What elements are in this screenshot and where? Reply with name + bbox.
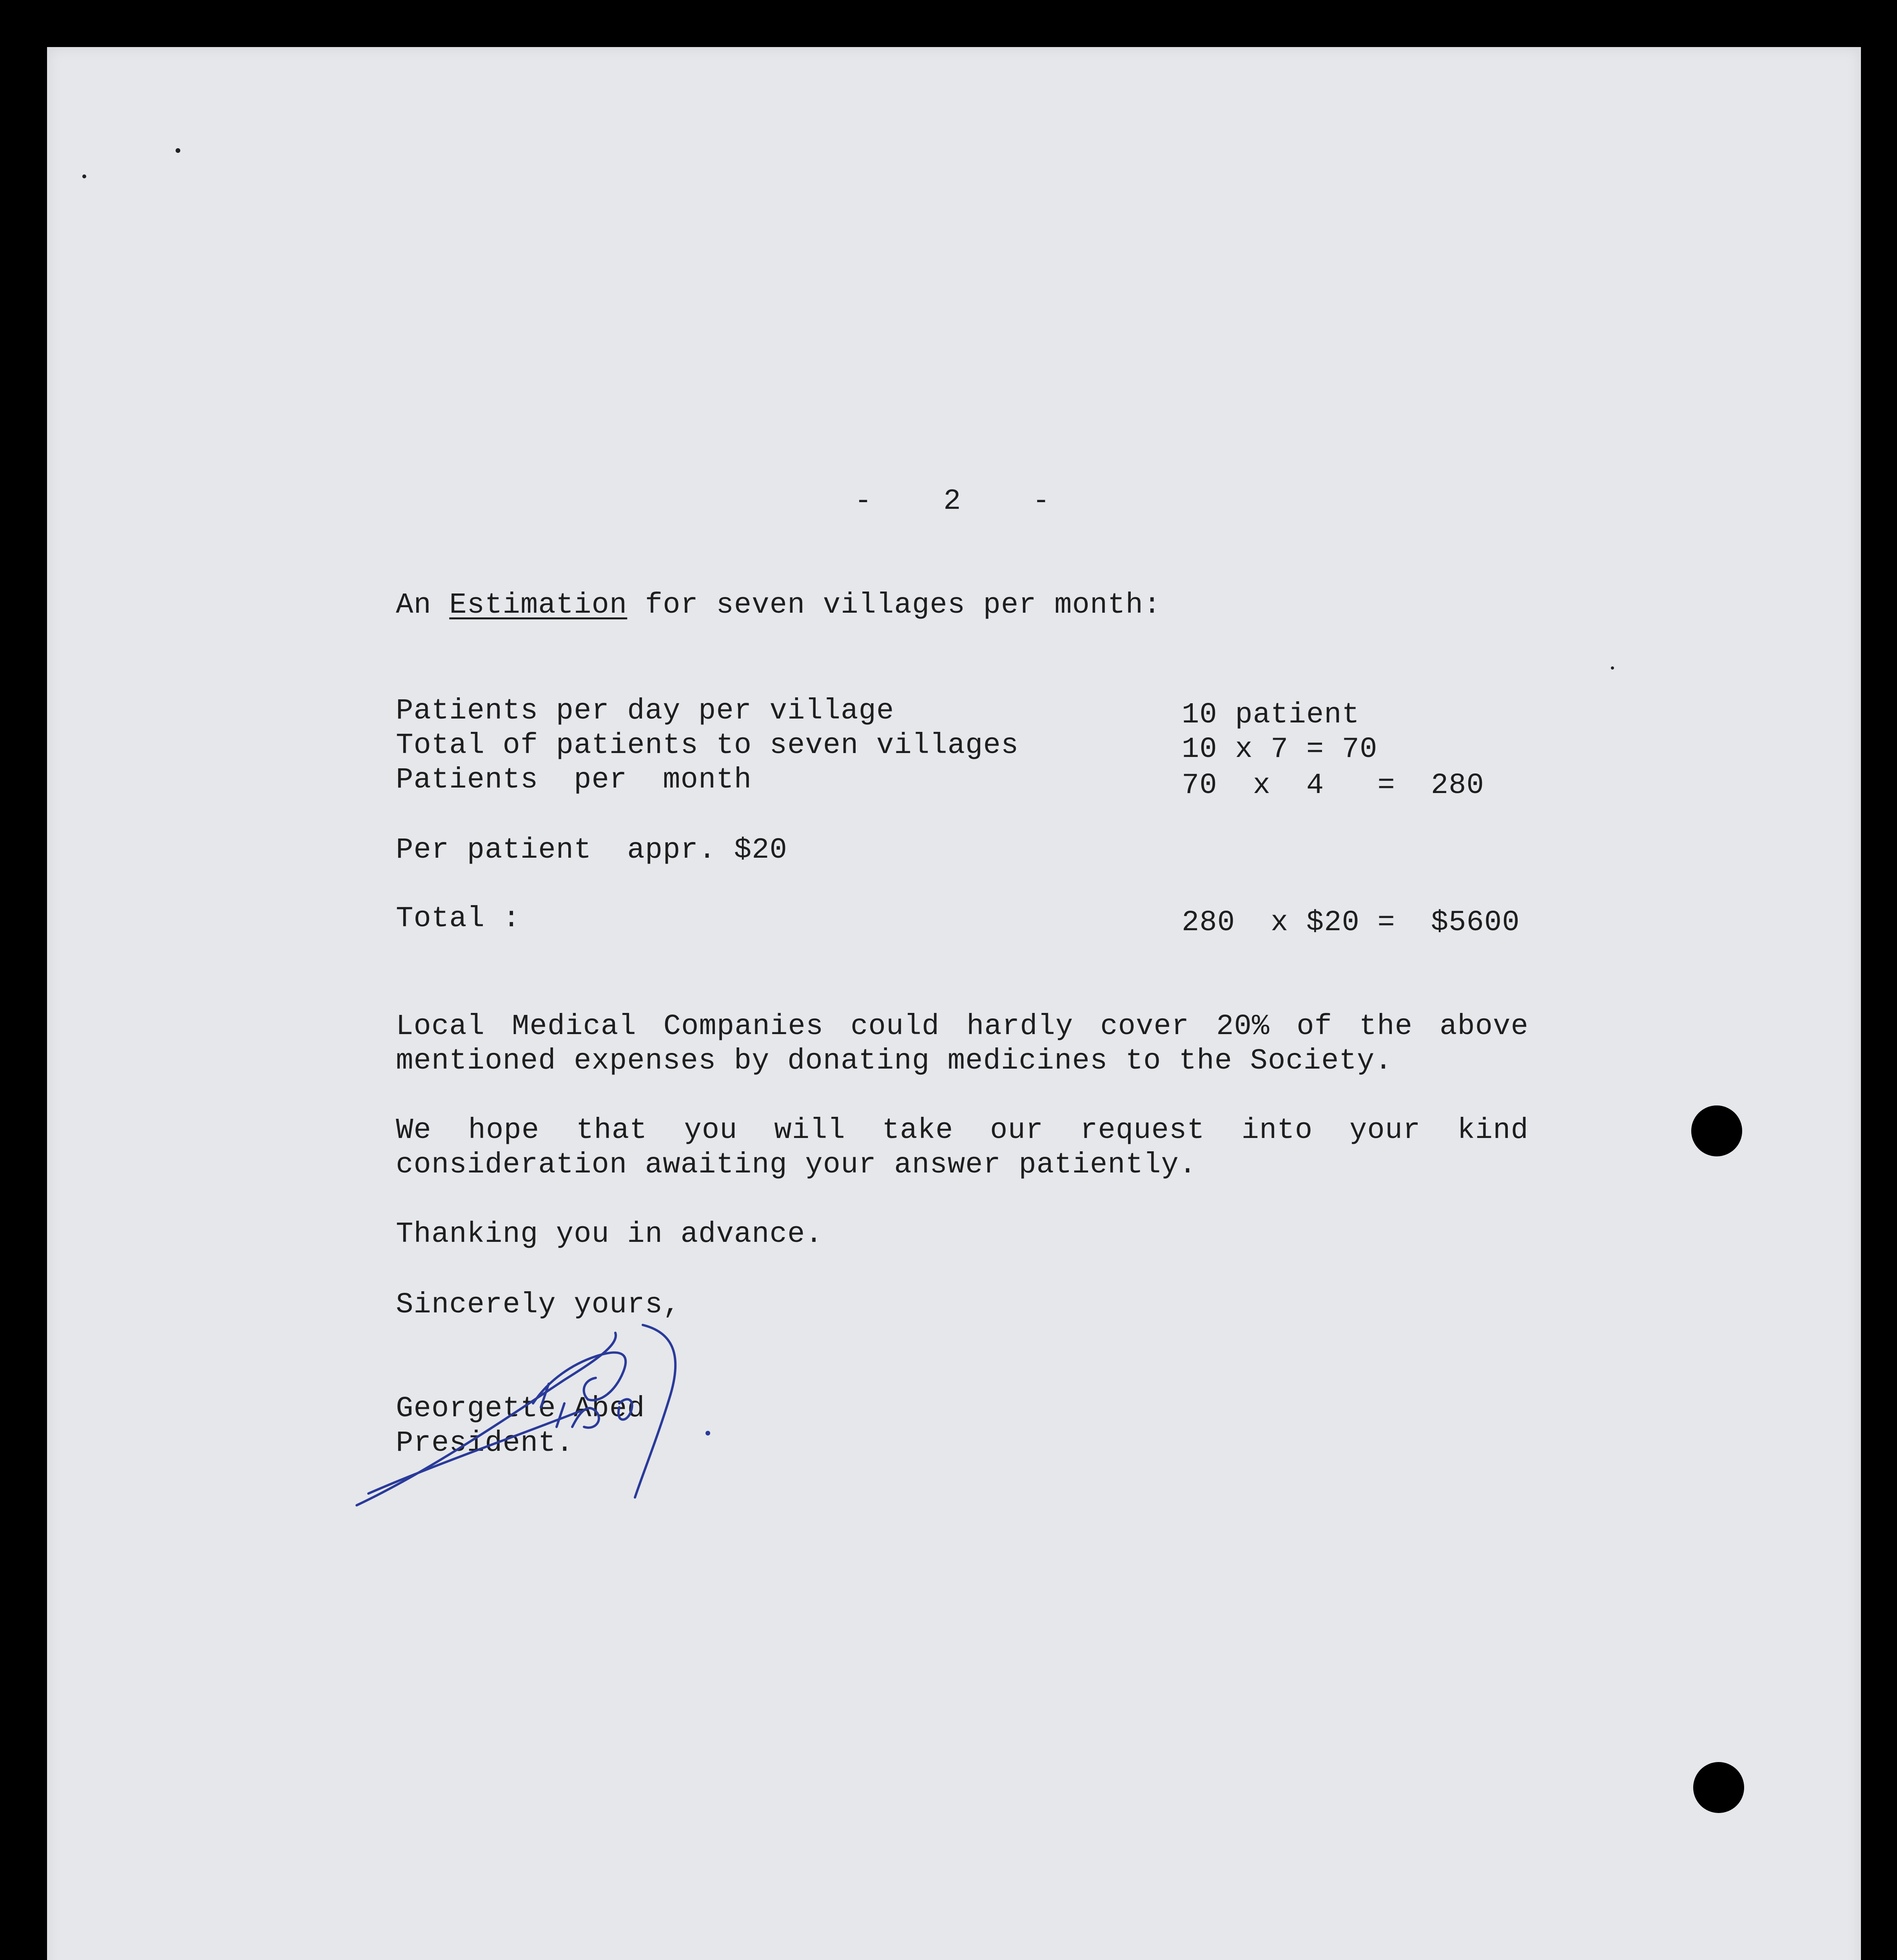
paragraph2-line2: consideration awaiting your answer patiently.: [396, 1149, 1197, 1181]
signer-title: President.: [396, 1427, 574, 1460]
paper-speck: [1611, 666, 1614, 670]
punch-hole-upper: [1691, 1105, 1742, 1156]
ink-dot: [705, 1431, 710, 1436]
heading-underlined-word: Estimation: [449, 589, 627, 622]
estimate-label-1: Patients per day per village: [396, 695, 894, 728]
document-page: [47, 47, 1861, 1960]
heading-prefix: An: [396, 589, 450, 622]
estimate-value-2: 10 x 7 = 70: [1182, 733, 1378, 766]
punch-hole-lower: [1693, 1762, 1744, 1813]
estimation-heading: [396, 588, 1161, 622]
paragraph1-line1: Local Medical Companies could hardly cover 20% of the above: [396, 1010, 1529, 1043]
estimate-value-1: 10 patient: [1182, 699, 1360, 731]
per-patient-line: Per patient appr. $20: [396, 834, 787, 867]
total-value: 280 x $20 = $5600: [1182, 906, 1520, 939]
page-number: - 2 -: [854, 485, 1050, 518]
paper-speck: [82, 174, 86, 178]
paper-speck: [176, 148, 180, 153]
estimate-value-3: 70 x 4 = 280: [1182, 769, 1484, 802]
signer-name: Georgette Abed: [396, 1392, 645, 1425]
closing-line: Sincerely yours,: [396, 1289, 681, 1321]
estimate-label-2: Total of patients to seven villages: [396, 729, 1019, 762]
thanks-line: Thanking you in advance.: [396, 1218, 823, 1251]
paragraph2-line1: We hope that you will take our request into your kind: [396, 1114, 1529, 1147]
total-label: Total :: [396, 902, 520, 935]
paragraph1-line2: mentioned expenses by donating medicines to the Society.: [396, 1045, 1393, 1078]
estimate-label-3: Patients per month: [396, 764, 752, 797]
handwritten-signature: [345, 1309, 690, 1529]
heading-suffix: for seven villages per month:: [627, 589, 1161, 622]
